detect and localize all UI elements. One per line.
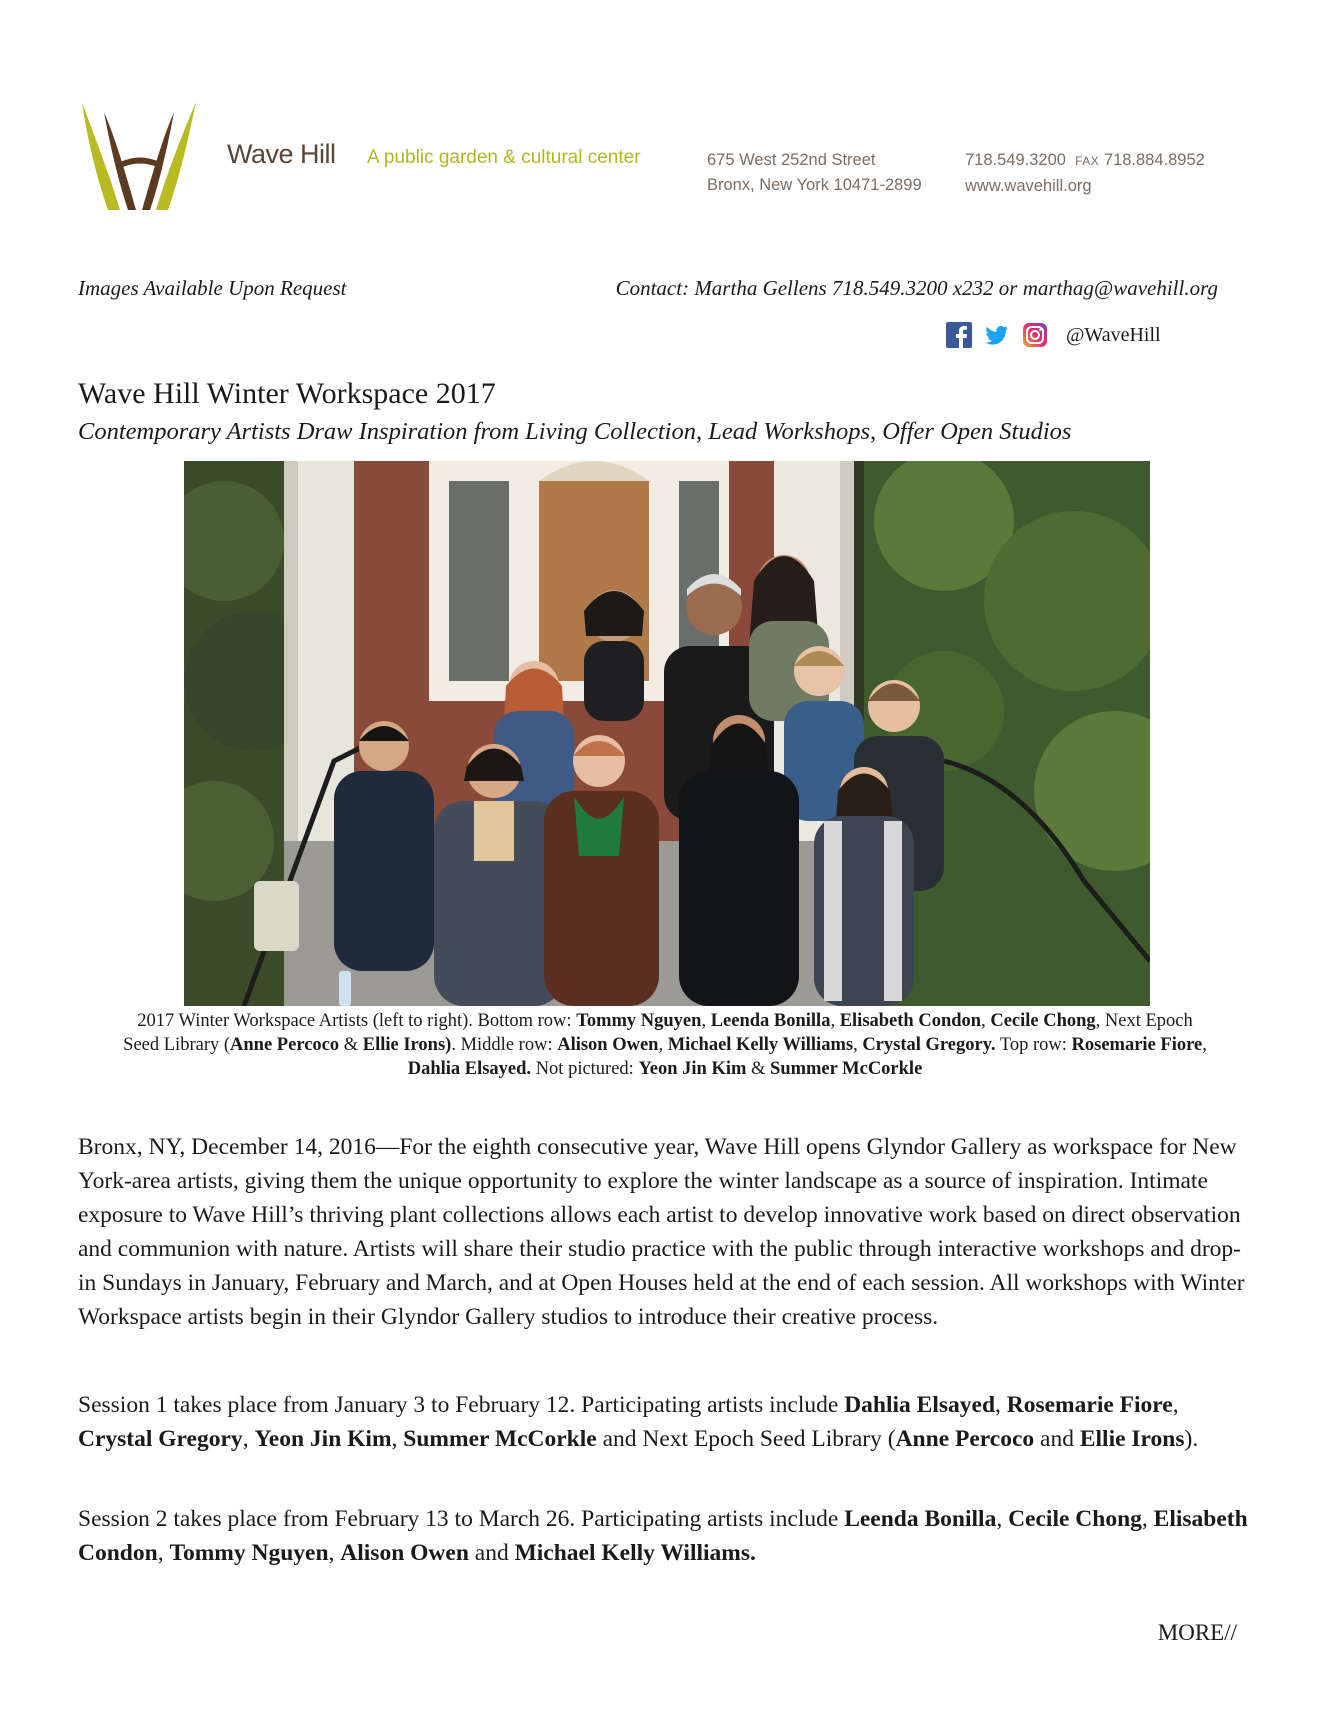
page-subtitle: Contemporary Artists Draw Inspiration from Living Collection, Lead Workshops, Offer Open Studios [78, 418, 1072, 445]
fax: 718.884.8952 [1103, 151, 1205, 169]
separator: , [242, 1426, 255, 1452]
body-text: and [1034, 1426, 1080, 1452]
social-handle[interactable]: @WaveHill [1066, 323, 1161, 346]
body-text: and Next Epoch Seed Library ( [596, 1426, 896, 1452]
artist-name: Yeon Jin Kim [638, 1059, 747, 1079]
artist-name: Summer McCorkle [770, 1059, 923, 1079]
artist-name: Tommy Nguyen [169, 1540, 329, 1566]
separator: , [157, 1540, 170, 1566]
wave-hill-logo [80, 100, 198, 213]
separator: & [339, 1035, 363, 1055]
artist-name: Alison Owen [340, 1540, 469, 1566]
caption-text: , Next Epoch Seed Library ( [123, 1011, 1193, 1055]
artist-name: Cecile Chong [990, 1011, 1096, 1031]
separator: , [830, 1011, 840, 1031]
artist-name: Elisabeth Condon [78, 1506, 1248, 1566]
separator: , [853, 1035, 863, 1055]
artist-name: Tommy Nguyen [576, 1011, 702, 1031]
artist-name: Rosemarie Fiore [1071, 1035, 1203, 1055]
body-text: and [468, 1540, 515, 1566]
artist-name: Ellie Irons) [362, 1035, 452, 1055]
website[interactable]: www.wavehill.org [965, 177, 1092, 195]
artist-name: Ellie Irons [1079, 1426, 1185, 1452]
more-indicator: MORE// [1157, 1620, 1237, 1645]
phone: 718.549.3200 [965, 151, 1066, 169]
artist-name: Rosemarie Fiore [1006, 1392, 1173, 1418]
body-paragraph-intro: Bronx, NY, December 14, 2016—For the eighth consecutive year, Wave Hill opens Glyndor Gallery as workspace for New York-area artists, giving them the unique opportunity to explore the winter landscape as a source of inspiration. Intimate exposure to Wave Hill’s thriving plant collections allows each artist to develop innovative work based on direct observation and communion with nature. Artists will share their studio practice with the public through interactive workshops and drop-in Sundays in January, February and March, and at Open Houses held at the end of each session. All workshops with Winter Workspace artists begin in their Glyndor Gallery studios to introduce their creative process. [78, 1134, 1245, 1330]
artist-name: Summer McCorkle [403, 1426, 597, 1452]
artist-name: Yeon Jin Kim [254, 1426, 392, 1452]
separator: , [1141, 1506, 1154, 1532]
separator: , [701, 1011, 711, 1031]
artist-name: Leenda Bonilla [710, 1011, 831, 1031]
caption-text: Not pictured: [531, 1059, 639, 1079]
artist-name: Michael Kelly Williams. [514, 1540, 756, 1566]
caption-text: . Middle row: [451, 1035, 558, 1055]
separator: , [658, 1035, 668, 1055]
caption-text: 2017 Winter Workspace Artists (left to right). Bottom row: [137, 1011, 577, 1031]
facebook-icon[interactable] [946, 322, 972, 348]
artist-name: Anne Percoco [895, 1426, 1035, 1452]
artist-name: Anne Percoco [230, 1035, 340, 1055]
separator: , [995, 1392, 1007, 1418]
separator: , [391, 1426, 404, 1452]
contact-info: Contact: Martha Gellens 718.549.3200 x232 or marthag@wavehill.org [615, 276, 1218, 300]
caption-text: Top row: [995, 1035, 1072, 1055]
images-note: Images Available Upon Request [78, 276, 347, 300]
instagram-icon[interactable] [1022, 322, 1048, 348]
artist-name: Crystal Gregory [78, 1426, 243, 1452]
artist-name: Dahlia Elsayed [844, 1392, 996, 1418]
social-links [946, 322, 1161, 348]
artist-name: Elisabeth Condon [839, 1011, 982, 1031]
contact-numbers [965, 148, 1205, 199]
artist-name: Leenda Bonilla [844, 1506, 997, 1532]
group-photo [184, 461, 1150, 1006]
body-text: ). [1184, 1426, 1199, 1452]
fax-label: FAX [1075, 154, 1100, 168]
separator: , [1202, 1035, 1207, 1055]
brand-name: Wave Hill [227, 139, 336, 169]
address [707, 148, 922, 198]
twitter-icon[interactable] [984, 322, 1010, 348]
body-paragraph-session-2 [78, 1502, 1248, 1570]
address-line-2: Bronx, New York 10471-2899 [707, 176, 922, 194]
phone-line [965, 148, 1205, 174]
artist-name: Michael Kelly Williams [667, 1035, 854, 1055]
artist-name: Crystal Gregory. [862, 1035, 996, 1055]
body-paragraph-session-1 [78, 1388, 1248, 1456]
page-title: Wave Hill Winter Workspace 2017 [78, 377, 496, 410]
separator: , [996, 1506, 1009, 1532]
separator: , [981, 1011, 991, 1031]
separator: & [746, 1059, 771, 1079]
separator: , [328, 1540, 341, 1566]
body-text: Session 2 takes place from February 13 to March 26. Participating artists include [78, 1506, 845, 1532]
artist-name: Dahlia Elsayed. [407, 1059, 532, 1079]
body-text: Session 1 takes place from January 3 to February 12. Participating artists include [78, 1392, 845, 1418]
separator: , [1172, 1392, 1179, 1418]
artist-name: Cecile Chong [1008, 1506, 1142, 1532]
photo-caption [120, 1009, 1210, 1081]
tagline: A public garden & cultural center [367, 147, 641, 168]
address-line-1: 675 West 252nd Street [707, 151, 876, 169]
artist-name: Alison Owen [557, 1035, 659, 1055]
